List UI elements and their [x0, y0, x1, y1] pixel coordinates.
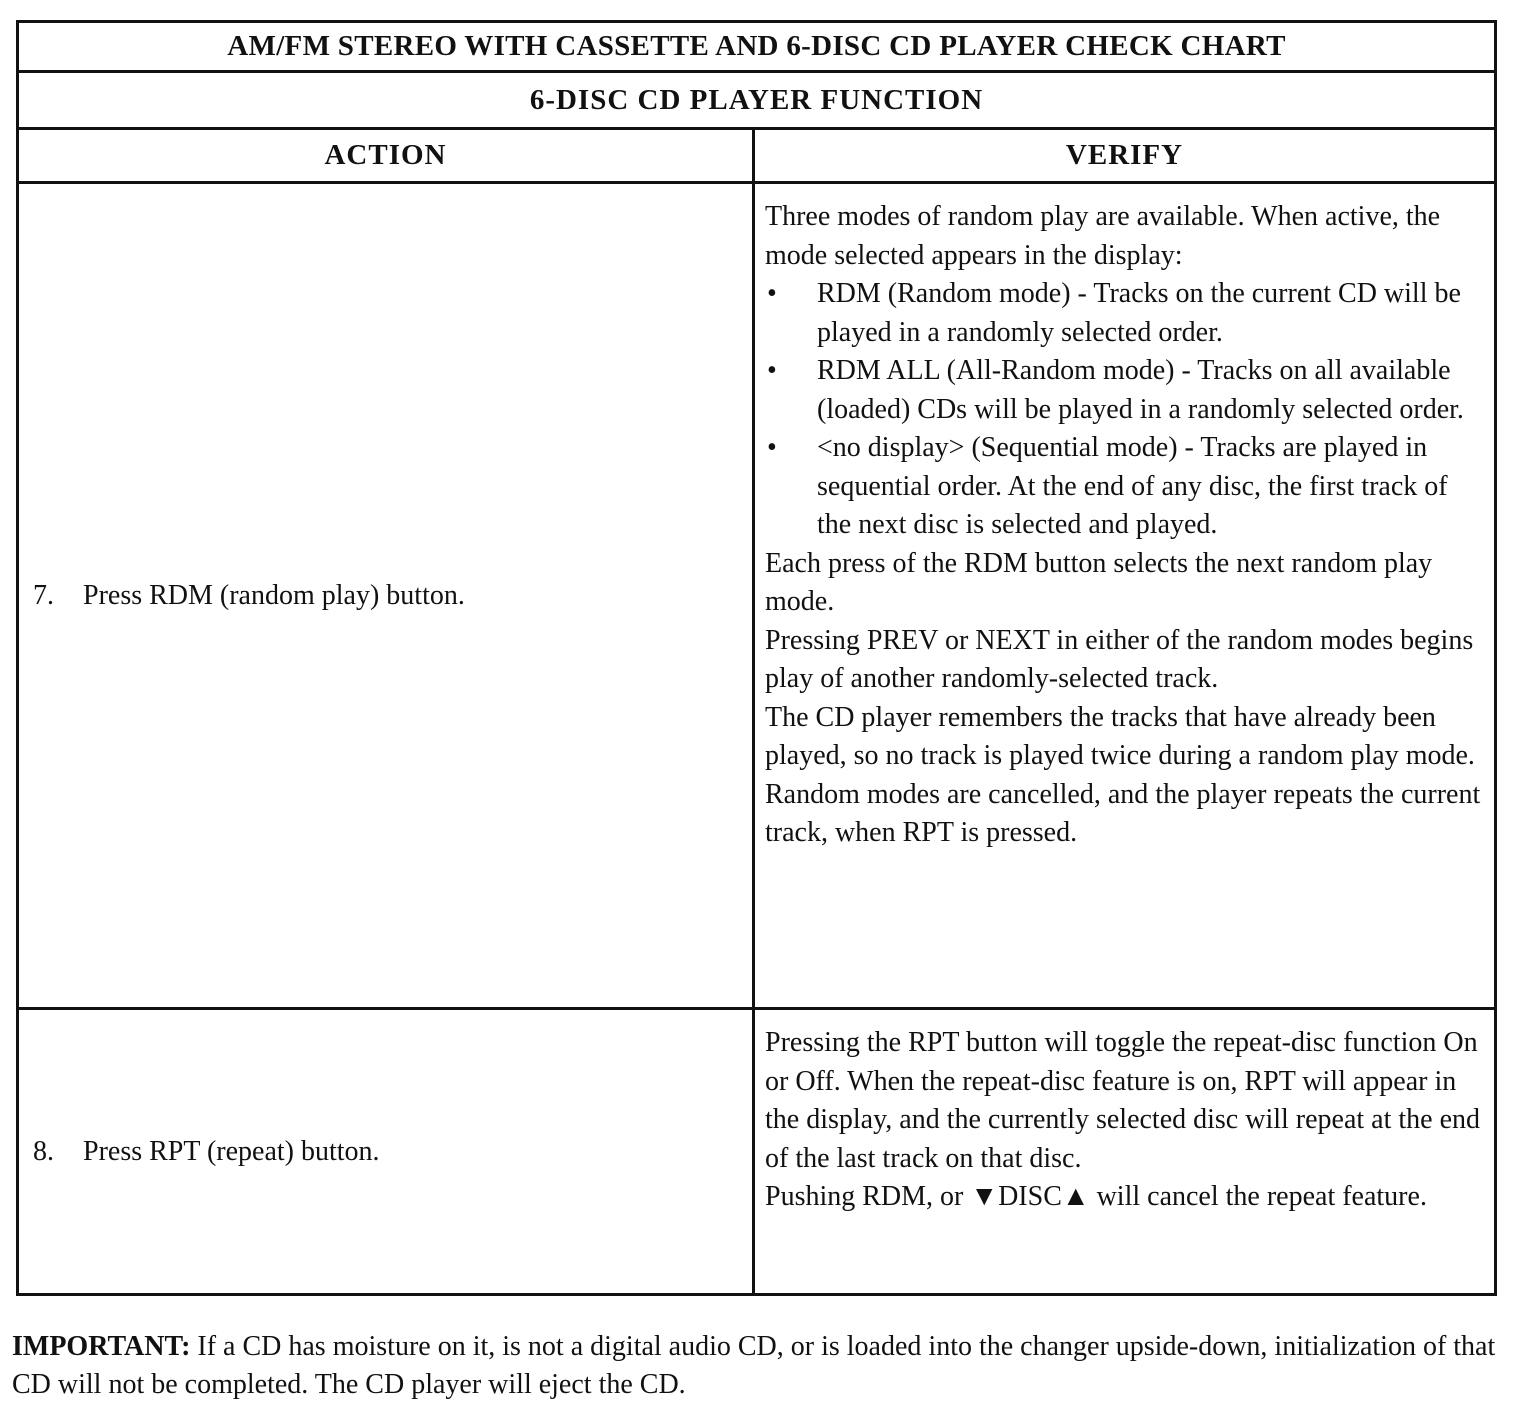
list-item-text: RDM ALL (All-Random mode) - Tracks on all available (loaded) CDs will be played in a randomly selected order. — [817, 355, 1464, 425]
verify-paragraph: Pressing PREV or NEXT in either of the random modes begins play of another randomly-selected track. — [765, 624, 1474, 694]
bullet-icon: • — [767, 432, 777, 463]
action-cell — [18, 1009, 754, 1295]
check-chart-table — [16, 20, 1497, 1296]
important-text: If a CD has moisture on it, is not a digital audio CD, or is loaded into the changer upside-down, initialization of that CD will not be completed. The CD player will eject the CD. — [12, 1331, 1496, 1400]
chart-subtitle-row — [18, 72, 1496, 129]
important-label: IMPORTANT: — [12, 1331, 191, 1362]
list-item-text: <no display> (Sequential mode) - Tracks are played in sequential order. At the end of any disc, the first track of the next disc is selected and played. — [817, 432, 1448, 540]
verify-intro: Three modes of random play are available. When active, the mode selected appears in the display: — [765, 201, 1441, 271]
mode-list — [765, 275, 1484, 545]
action-cell — [18, 183, 754, 1009]
step-number: 8. — [33, 1135, 54, 1167]
list-item — [765, 429, 1484, 545]
verify-paragraph: Pressing the RPT button will toggle the repeat-disc function On or Off. When the repeat-disc feature is on, RPT will appear in the display, and the currently selected disc will repeat at the end of the last track on that disc. — [765, 1027, 1481, 1174]
column-header-action: ACTION — [18, 129, 754, 183]
verify-cell — [754, 1009, 1496, 1295]
table-row — [18, 1009, 1496, 1295]
column-header-verify: VERIFY — [754, 129, 1496, 183]
list-item — [765, 352, 1484, 429]
list-item — [765, 275, 1484, 352]
chart-title-row — [18, 22, 1496, 72]
list-item-text: RDM (Random mode) - Tracks on the current CD will be played in a randomly selected order. — [817, 278, 1461, 348]
chart-subtitle: 6-DISC CD PLAYER FUNCTION — [18, 72, 1496, 129]
action-text: Press RPT (repeat) button. — [83, 1135, 380, 1167]
step-number: 7. — [33, 579, 54, 611]
important-note — [12, 1328, 1502, 1404]
chart-title: AM/FM STEREO WITH CASSETTE AND 6-DISC CD PLAYER CHECK CHART — [18, 22, 1496, 72]
verify-cell — [754, 183, 1496, 1009]
action-text: Press RDM (random play) button. — [83, 579, 465, 611]
verify-paragraph: Each press of the RDM button selects the next random play mode. — [765, 547, 1433, 617]
bullet-icon: • — [767, 355, 777, 386]
verify-paragraph: Random modes are cancelled, and the player repeats the current track, when RPT is pressed. — [765, 778, 1481, 848]
verify-paragraph: Pushing RDM, or ▼DISC▲ will cancel the repeat feature. — [765, 1181, 1427, 1212]
bullet-icon: • — [767, 278, 777, 309]
table-row — [18, 183, 1496, 1009]
verify-paragraph: The CD player remembers the tracks that have already been played, so no track is played twice during a random play mode. — [765, 701, 1475, 771]
column-header-row — [18, 129, 1496, 183]
